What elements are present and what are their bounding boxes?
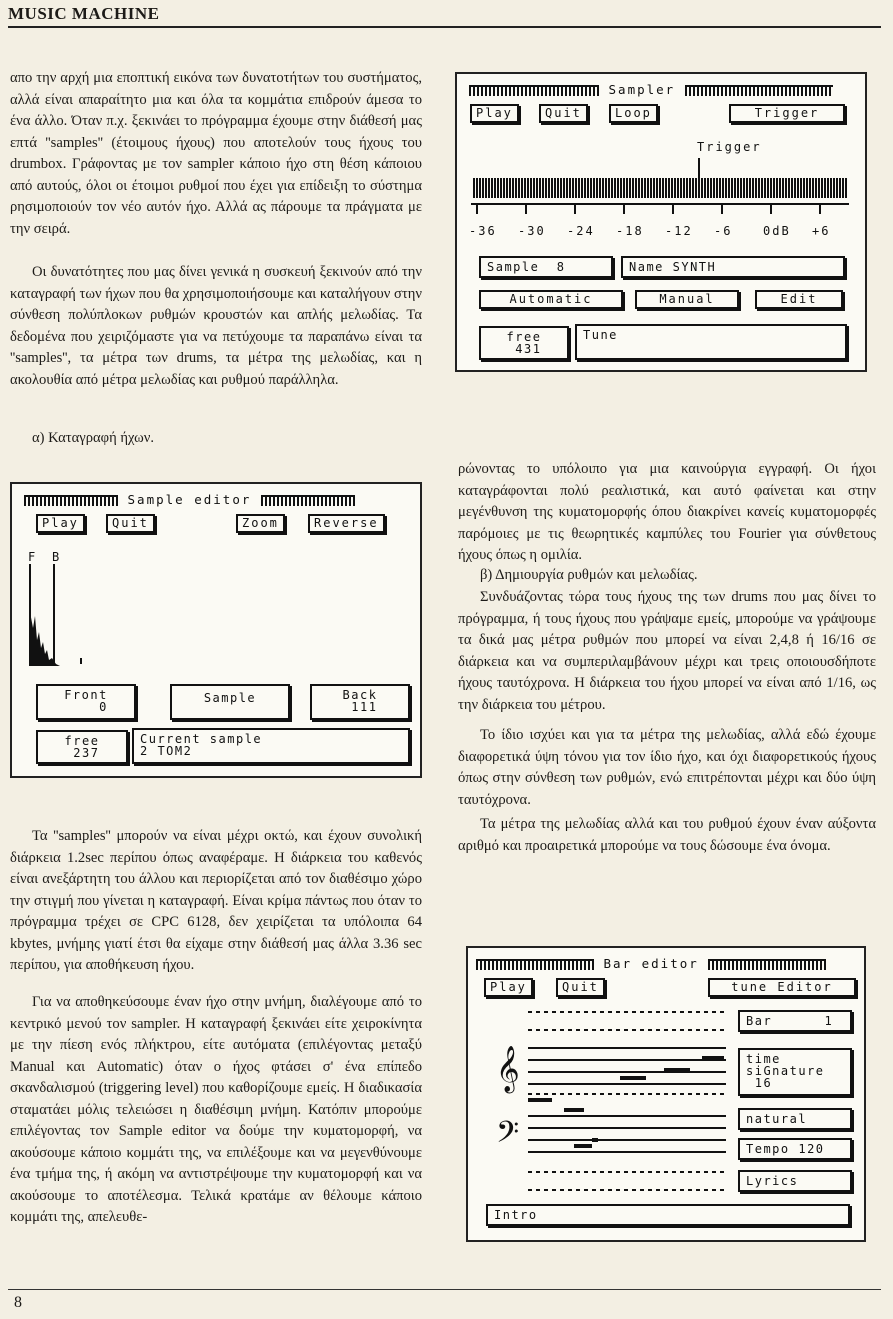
meter-segment xyxy=(803,178,805,198)
meter-segment xyxy=(653,178,655,198)
bar-editor-title: Bar editor xyxy=(603,956,699,971)
footer-rule xyxy=(8,1289,881,1290)
meter-segment xyxy=(500,178,502,198)
sample-editor-title-bar xyxy=(24,492,355,507)
header-rule xyxy=(8,26,881,28)
back-position-box[interactable]: Back 111 xyxy=(310,684,410,720)
meter-segment xyxy=(569,178,571,198)
db-scale-label: +6 xyxy=(812,224,831,238)
meter-segment xyxy=(635,178,637,198)
free-memory-box: free 431 xyxy=(479,326,569,360)
meter-segment xyxy=(755,178,757,198)
meter-segment xyxy=(845,178,847,198)
left-paragraph-2: Οι δυνατότητες που μας δίνει γενικά η συσκευή ξεκινούν από την καταγραφή των ήχων που θα χρησιμοποιήσουμε και καταλήγουν στην σύνθεση πολύπλοκων ρυθμών κρουστών και απλής μελωδίας. Τα δεδομένα που χειριζόμαστε για να πετύχουμε τα παραπάνω είναι τα ''samples'', τα μέτρα των drums, τα μέτρα της μελωδίας, και η ακολουθία από μέτρα μελωδίας και ρυθμού παράλληλα. xyxy=(10,264,422,388)
tempo-box[interactable]: Tempo 120 xyxy=(738,1138,852,1160)
meter-segment xyxy=(536,178,538,198)
play-button[interactable]: Play xyxy=(36,514,85,533)
meter-segment xyxy=(479,178,481,198)
quit-button[interactable]: Quit xyxy=(106,514,155,533)
meter-segment xyxy=(656,178,658,198)
right-section-heading-b: β) Δημιουργία ρυθμών και μελωδίας. xyxy=(480,567,698,583)
meter-segment xyxy=(791,178,793,198)
staff-area[interactable] xyxy=(488,998,738,1198)
meter-segment xyxy=(602,178,604,198)
meter-segment xyxy=(590,178,592,198)
meter-segment xyxy=(776,178,778,198)
meter-segment xyxy=(827,178,829,198)
meter-segment xyxy=(503,178,505,198)
meter-segment xyxy=(731,178,733,198)
sampler-title: Sampler xyxy=(608,82,676,97)
meter-segment xyxy=(494,178,496,198)
page-number: 8 xyxy=(14,1294,22,1311)
time-signature-box[interactable]: time siGnature 16 xyxy=(738,1048,852,1096)
sample-select-box[interactable]: Sample xyxy=(170,684,290,720)
tune-box[interactable]: Tune xyxy=(575,324,847,360)
meter-segment xyxy=(551,178,553,198)
meter-segment xyxy=(542,178,544,198)
meter-segment xyxy=(680,178,682,198)
db-scale-label: -24 xyxy=(567,224,595,238)
meter-segment xyxy=(491,178,493,198)
meter-segment xyxy=(668,178,670,198)
meter-segment xyxy=(539,178,541,198)
meter-segment xyxy=(800,178,802,198)
bar-number-box[interactable]: Bar 1 xyxy=(738,1010,852,1032)
back-marker-label: B xyxy=(52,550,62,564)
meter-segment xyxy=(497,178,499,198)
sample-number-box[interactable]: Sample 8 xyxy=(479,256,613,278)
meter-segment xyxy=(821,178,823,198)
meter-segment xyxy=(641,178,643,198)
meter-segment xyxy=(605,178,607,198)
waveform-shape xyxy=(30,612,60,666)
meter-segment xyxy=(620,178,622,198)
meter-segment xyxy=(674,178,676,198)
meter-segment xyxy=(557,178,559,198)
intro-text-box[interactable]: Intro xyxy=(486,1204,850,1226)
front-position-box[interactable]: Front 0 xyxy=(36,684,136,720)
zoom-button[interactable]: Zoom xyxy=(236,514,285,533)
left-paragraph-4: Τα ''samples'' μπορούν να είναι μέχρι οκτώ, και έχουν συνολική διάρκεια 1.2sec περίπου όπως αναφέραμε. Η διάρκεια του καθενός είναι ανεξάρτητη του άλλου και περιορίζεται από τον διαθέσιμο χώρο την στιγμή που γίνεται η καταγραφή. Είναι κρίμα πάντως που όταν το πρόγραμμα τρέχει σε CPC 6128, δεν χειρίζεται τα υπόλοιπα 64 kbytes, μνήμης γιατί έτσι θα είχαμε στην διάθεσή μας άλλα 3.36 sec περίπου, για αποθήκευση ήχου. xyxy=(10,828,422,973)
free-memory-box: free 237 xyxy=(36,730,128,764)
meter-segment xyxy=(725,178,727,198)
bass-clef-icon: 𝄢 xyxy=(496,1116,520,1157)
title-hatch-right xyxy=(261,495,355,506)
meter-segment xyxy=(614,178,616,198)
right-paragraph-3: Συνδυάζοντας τώρα τους ήχους της των drums που μας δίνει το πρόγραμμα, ή τους ήχους που γράψαμε εμείς, μπορούμε να γράψουμε τα δικά μας μέτρα ρυθμών που μπορεί να είναι 2,4,8 ή 16/16 σε διάρκεια και να συμπεριλαμβάνουν μέχρι και τρεις οποιουσδήποτε ήχους ταυτόχρονα. Η διάρκεια του ήχου μπορεί να είναι από 1/16, ως την διάρκεια του μέτρου. xyxy=(458,589,876,713)
meter-segment xyxy=(737,178,739,198)
meter-segment xyxy=(584,178,586,198)
treble-clef-icon: 𝄞 xyxy=(496,1046,520,1092)
edit-button[interactable]: Edit xyxy=(755,290,843,309)
meter-segment xyxy=(518,178,520,198)
meter-segment xyxy=(521,178,523,198)
meter-segment xyxy=(824,178,826,198)
meter-segment xyxy=(548,178,550,198)
db-scale-label: -18 xyxy=(616,224,644,238)
meter-segment xyxy=(686,178,688,198)
current-sample-box[interactable]: Current sample 2 TOM2 xyxy=(132,728,410,764)
meter-segment xyxy=(485,178,487,198)
meter-segment xyxy=(671,178,673,198)
meter-segment xyxy=(560,178,562,198)
meter-segment xyxy=(689,178,691,198)
meter-segment xyxy=(629,178,631,198)
waveform-blip xyxy=(80,658,82,664)
title-hatch-left xyxy=(24,495,118,506)
db-scale-label: 0dB xyxy=(763,224,791,238)
meter-segment xyxy=(740,178,742,198)
title-hatch-right xyxy=(708,959,826,970)
meter-segment xyxy=(587,178,589,198)
meter-segment xyxy=(713,178,715,198)
title-hatch-left xyxy=(476,959,594,970)
meter-segment xyxy=(515,178,517,198)
waveform-display[interactable] xyxy=(24,562,404,672)
meter-segment xyxy=(692,178,694,198)
meter-segment xyxy=(665,178,667,198)
meter-segment xyxy=(527,178,529,198)
manual-button[interactable]: Manual xyxy=(635,290,739,309)
meter-segment xyxy=(506,178,508,198)
meter-segment xyxy=(617,178,619,198)
automatic-button[interactable]: Automatic xyxy=(479,290,623,309)
level-meter[interactable] xyxy=(467,158,853,222)
meter-segment xyxy=(773,178,775,198)
db-scale-label: -6 xyxy=(714,224,733,238)
meter-segment xyxy=(842,178,844,198)
meter-segment xyxy=(599,178,601,198)
meter-segment xyxy=(836,178,838,198)
meter-segment xyxy=(701,178,703,198)
meter-segment xyxy=(764,178,766,198)
quit-button[interactable]: Quit xyxy=(556,978,605,997)
meter-segment xyxy=(788,178,790,198)
trigger-button[interactable]: Trigger xyxy=(729,104,845,123)
meter-segment xyxy=(623,178,625,198)
meter-segment xyxy=(794,178,796,198)
title-hatch-left xyxy=(469,85,599,96)
meter-segment xyxy=(743,178,745,198)
meter-segment xyxy=(578,178,580,198)
trigger-level-label: Trigger xyxy=(697,140,762,154)
sample-name-box[interactable]: Name SYNTH xyxy=(621,256,845,278)
meter-segment xyxy=(608,178,610,198)
meter-segment xyxy=(509,178,511,198)
meter-segment xyxy=(581,178,583,198)
meter-segment xyxy=(638,178,640,198)
sample-editor-screen xyxy=(10,482,422,778)
meter-segment xyxy=(722,178,724,198)
meter-segment xyxy=(752,178,754,198)
meter-segment xyxy=(545,178,547,198)
right-paragraph-4: Το ίδιο ισχύει και για τα μέτρα της μελωδίας, αλλά εδώ έχουμε διαφορετικά ύψη τόνου για τον ίδιο ήχο, και όχι διαφορετικούς ήχους όπως στην σύνθεση των ρυθμών, ενώ επιτρέπονται μέχρι και δύο ύψη ταυτόχρονα. xyxy=(458,727,876,808)
quit-button[interactable]: Quit xyxy=(539,104,588,123)
db-scale-label: -30 xyxy=(518,224,546,238)
meter-segment xyxy=(632,178,634,198)
meter-segment xyxy=(761,178,763,198)
meter-segment xyxy=(710,178,712,198)
meter-segment xyxy=(734,178,736,198)
meter-segment xyxy=(530,178,532,198)
meter-segment xyxy=(785,178,787,198)
meter-segment xyxy=(746,178,748,198)
meter-segment xyxy=(647,178,649,198)
meter-segment xyxy=(704,178,706,198)
meter-segment xyxy=(779,178,781,198)
meter-segment xyxy=(524,178,526,198)
notes xyxy=(528,1056,724,1148)
meter-segment xyxy=(815,178,817,198)
meter-segment xyxy=(767,178,769,198)
play-button[interactable]: Play xyxy=(470,104,519,123)
lyrics-box[interactable]: Lyrics xyxy=(738,1170,852,1192)
meter-segment xyxy=(797,178,799,198)
meter-segment xyxy=(566,178,568,198)
meter-segment xyxy=(593,178,595,198)
meter-segment xyxy=(749,178,751,198)
meter-segment xyxy=(830,178,832,198)
tune-editor-button[interactable]: tune Editor xyxy=(708,978,856,997)
sampler-screen xyxy=(455,72,867,372)
reverse-button[interactable]: Reverse xyxy=(308,514,385,533)
bar-editor-screen xyxy=(466,946,866,1242)
title-hatch-right xyxy=(685,85,833,96)
meter-segment xyxy=(818,178,820,198)
left-paragraph-5: Για να αποθηκεύσουμε έναν ήχο στην μνήμη, διαλέγουμε από το κεντρικό μενού τον sampler. Η καταγραφή ξεκινάει είτε χειροκίνητα με την πίεση ενός πλήκτρου, είτε αυτόματα (επιλέγοντας μεταξύ Manual και Automatic) όταν ο ήχος φτάσει σ' ένα επίπεδο σκανδαλισμού (triggering level) που καθορίζουμε εμείς. Η διαδικασία σταματάει μόλις τελειώσει η διαθέσιμη μνήμη. Κατόπιν μπορούμε επιλέγοντας τον Sample editor να δούμε την κυματομορφή, να ακούσουμε κάποιο κομμάτι της, να επιλέξουμε και να μεγενθύνουμε ένα τμήμα της, ή ακόμη να αντιστρέψουμε την κυματομορφή και να ακούσουμε το αποτέλεσμα. Τελικά κρατάμε αν θέλουμε κάποιο κομμάτι της, απελευθε- xyxy=(10,994,422,1225)
meter-segment xyxy=(650,178,652,198)
meter-segment xyxy=(563,178,565,198)
right-paragraph-1: ρώνοντας το υπόλοιπο για μια καινούργια εγγραφή. Οι ήχοι καταγράφονται πολύ ρεαλιστικά, και αυτό φαίνεται και στην μεγένθυνση της κυματομορφής όπου διακρίνει κανείς κυματομορφές παρόμοιες με τις θεωρητικές καμπύλες του Fourier για σύνθετους ήχους όπως η ομιλία. xyxy=(458,461,876,563)
meter-segment xyxy=(575,178,577,198)
meter-segment xyxy=(512,178,514,198)
meter-segment xyxy=(482,178,484,198)
meter-segment xyxy=(833,178,835,198)
meter-segment xyxy=(611,178,613,198)
loop-button[interactable]: Loop xyxy=(609,104,658,123)
meter-segment xyxy=(758,178,760,198)
meter-segment xyxy=(554,178,556,198)
meter-segment xyxy=(662,178,664,198)
meter-segment xyxy=(596,178,598,198)
meter-segment xyxy=(812,178,814,198)
meter-segment xyxy=(782,178,784,198)
left-paragraph-1: απο την αρχή μια εποπτική εικόνα των δυνατοτήτων του συστήματος, αλλά είναι απαραίτητο μια και όλα τα κομμάτια επιδρούν άμεσα το ένα άλλο. Όταν π.χ. ξεκινάει το πρόγραμμα έχουμε στην διάθεσή μας επτά ''samples'' (έτοιμους ήχους) που αποτελούν τους ήχους του drumbox. Γράφοντας με τον sampler κάποιο ήχο στη θέση κάποιου από αυτούς, όλοι οι έτοιμοι ρυθμοί που έχει για επίδειξη το σύστημα ρησιμοποιούν τον νέο αυτόν ήχο. Αλλά ας πάρουμε τα πράγματα με την σειρά. xyxy=(10,70,422,237)
meter-segment xyxy=(728,178,730,198)
meter-segment xyxy=(695,178,697,198)
meter-segment xyxy=(839,178,841,198)
meter-segment xyxy=(698,178,700,198)
meter-segment xyxy=(476,178,478,198)
meter-segment xyxy=(683,178,685,198)
meter-segment xyxy=(770,178,772,198)
meter-segment xyxy=(473,178,475,198)
meter-segment xyxy=(716,178,718,198)
meter-segment xyxy=(809,178,811,198)
meter-segment xyxy=(707,178,709,198)
meter-segment xyxy=(659,178,661,198)
meter-segment xyxy=(806,178,808,198)
magazine-header: MUSIC MACHINE xyxy=(8,4,160,23)
meter-segment xyxy=(677,178,679,198)
meter-segment xyxy=(488,178,490,198)
meter-segment xyxy=(626,178,628,198)
front-marker-label: F xyxy=(28,550,38,564)
right-paragraph-5: Τα μέτρα της μελωδίας αλλά και του ρυθμού έχουν έναν αύξοντα αριθμό και προαιρετικά μπορούμε να τους δώσουμε ένα όνομα. xyxy=(458,816,876,854)
bar-editor-title-bar xyxy=(476,956,826,971)
db-scale-label: -36 xyxy=(469,224,497,238)
meter-segment xyxy=(572,178,574,198)
sampler-title-bar xyxy=(469,82,833,97)
play-button[interactable]: Play xyxy=(484,978,533,997)
natural-box[interactable]: natural xyxy=(738,1108,852,1130)
meter-segment xyxy=(533,178,535,198)
left-section-heading-a: α) Καταγραφή ήχων. xyxy=(32,430,155,446)
meter-segment xyxy=(644,178,646,198)
db-scale-label: -12 xyxy=(665,224,693,238)
sample-editor-title: Sample editor xyxy=(127,492,252,507)
meter-segment xyxy=(719,178,721,198)
